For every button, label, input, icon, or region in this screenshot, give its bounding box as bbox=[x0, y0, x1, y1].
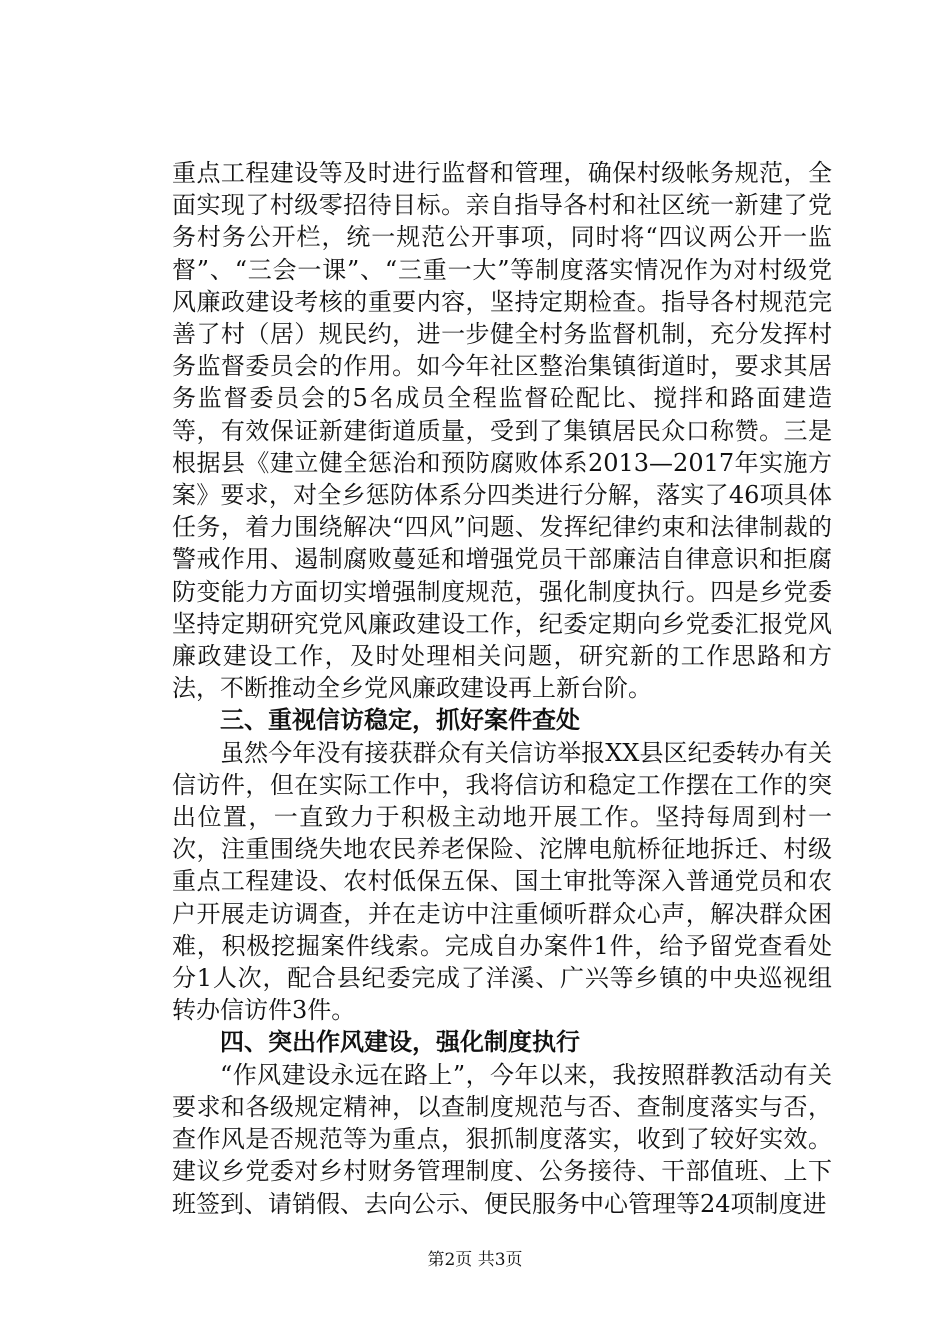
body-paragraph-conduct: “作风建设永远在路上”，今年以来，我按照群教活动有关要求和各级规定精神，以查制度规范与否、查制度落实与否，查作风是否规范等为重点，狠抓制度落实，收到了较好实效。建议乡党委对乡村财务管理制度、公务接待、干部值班、上下班签到、请销假、去向公示、便民服务中心管理等24项制度进 bbox=[172, 1060, 832, 1218]
page-number-footer: 第2页 共3页 bbox=[427, 1250, 523, 1270]
document-body bbox=[172, 157, 832, 1220]
body-paragraph-petition: 虽然今年没有接获群众有关信访举报XX县区纪委转办有关信访件，但在实际工作中，我将信访和稳定工作摆在工作的突出位置，一直致力于积极主动地开展工作。坚持每周到村一次，注重围绕失地农民养老保险、沱牌电航桥征地拆迁、村级重点工程建设、农村低保五保、国土审批等深入普通党员和农户开展走访调查，并在走访中注重倾听群众心声，解决群众困难，积极挖掘案件线索。完成自办案件1件，给予留党查看处分1人次，配合县纪委完成了洋溪、广兴等乡镇的中央巡视组转办信访件3件。 bbox=[172, 738, 832, 1025]
body-paragraph-continued: 重点工程建设等及时进行监督和管理，确保村级帐务规范，全面实现了村级零招待目标。亲自指导各村和社区统一新建了党务村务公开栏，统一规范公开事项，同时将“四议两公开一监督”、“三会一课”、“三重一大”等制度落实情况作为对村级党风廉政建设考核的重要内容，坚持定期检查。指导各村规范完善了村（居）规民约，进一步健全村务监督机制，充分发挥村务监督委员会的作用。如今年社区整治集镇街道时，要求其居务监督委员会的5名成员全程监督砼配比、搅拌和路面建造等，有效保证新建街道质量，受到了集镇居民众口称赞。三是根据县《建立健全惩治和预防腐败体系2013—2017年实施方案》要求，对全乡惩防体系分四类进行分解，落实了46项具体任务，着力围绕解决“四风”问题、发挥纪律约束和法律制裁的警戒作用、遏制腐败蔓延和增强党员干部廉洁自律意识和拒腐防变能力方面切实增强制度规范，强化制度执行。四是乡党委坚持定期研究党风廉政建设工作，纪委定期向乡党委汇报党风廉政建设工作，及时处理相关问题，研究新的工作思路和方法，不断推动全乡党风廉政建设再上新台阶。 bbox=[172, 159, 832, 703]
section-heading-4: 四、突出作风建设，强化制度执行 bbox=[220, 1028, 580, 1057]
section-heading-3: 三、重视信访稳定，抓好案件查处 bbox=[220, 706, 580, 735]
